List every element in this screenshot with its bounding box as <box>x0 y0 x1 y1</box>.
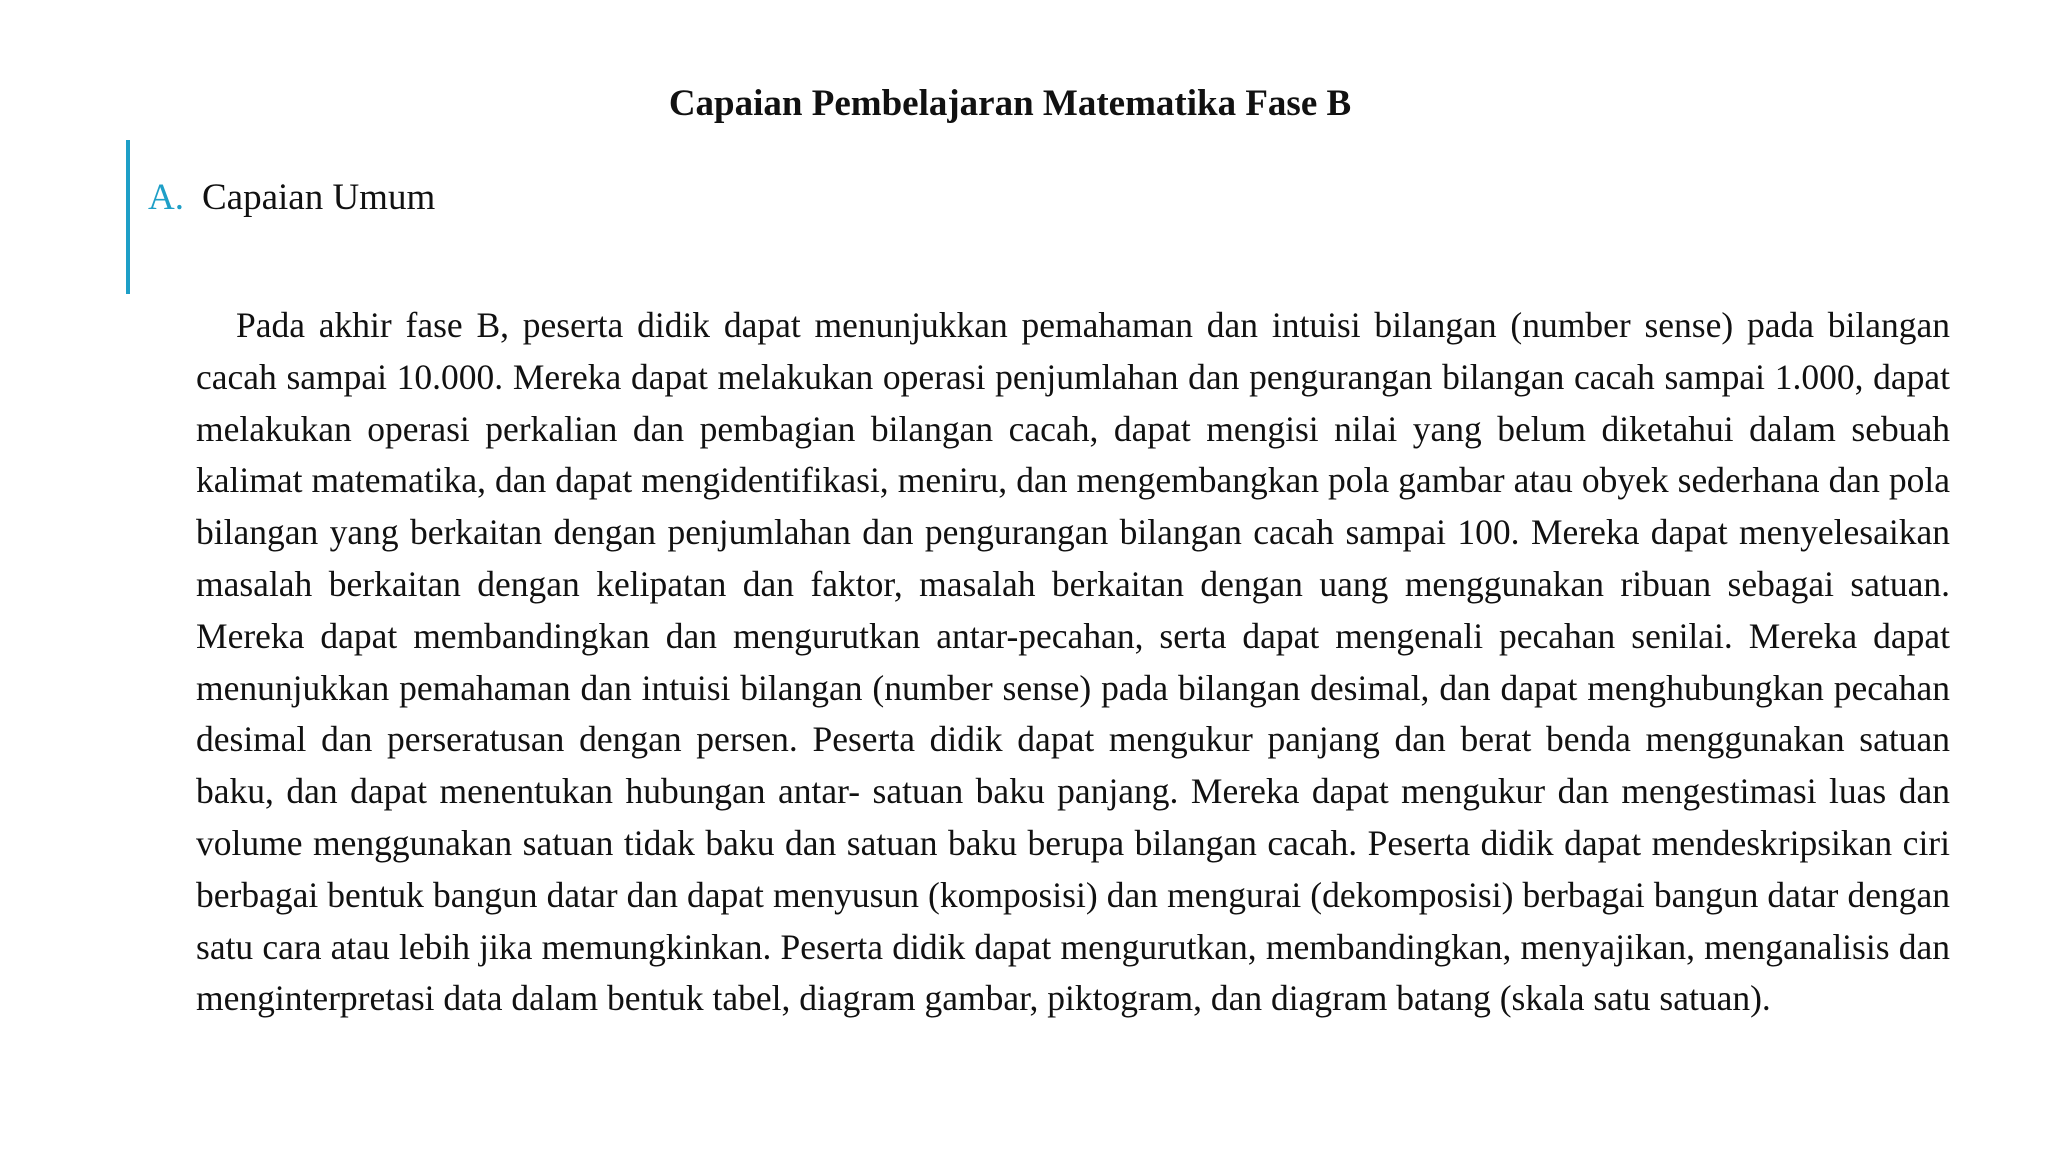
section-letter: A. <box>148 177 184 218</box>
section-heading <box>148 174 435 222</box>
body-paragraph: Pada akhir fase B, peserta didik dapat menunjukkan pemahaman dan intuisi bilangan (number sense) pada bilangan cacah sampai 10.000. Mereka dapat melakukan operasi penjumlahan dan pengurangan bilangan cacah sampai 1.000, dapat melakukan operasi perkalian dan pembagian bilangan cacah, dapat mengisi nilai yang belum diketahui dalam sebuah kalimat matematika, dan dapat mengidentifikasi, meniru, dan mengembangkan pola gambar atau obyek sederhana dan pola bilangan yang berkaitan dengan penjumlahan dan pengurangan bilangan cacah sampai 100. Mereka dapat menyelesaikan masalah berkaitan dengan kelipatan dan faktor, masalah berkaitan dengan uang menggunakan ribuan sebagai satuan. Mereka dapat membandingkan dan mengurutkan antar-pecahan, serta dapat mengenali pecahan senilai. Mereka dapat menunjukkan pemahaman dan intuisi bilangan (number sense) pada bilangan desimal, dan dapat menghubungkan pecahan desimal dan perseratusan dengan persen. Peserta didik dapat mengukur panjang dan berat benda menggunakan satuan baku, dan dapat menentukan hubungan antar- satuan baku panjang. Mereka dapat mengukur dan mengestimasi luas dan volume menggunakan satuan tidak baku dan satuan baku berupa bilangan cacah. Peserta didik dapat mendeskripsikan ciri berbagai bentuk bangun datar dan dapat menyusun (komposisi) dan mengurai (dekomposisi) berbagai bangun datar dengan satu cara atau lebih jika memungkinkan. Peserta didik dapat mengurutkan, membandingkan, menyajikan, menganalisis dan menginterpretasi data dalam bentuk tabel, diagram gambar, piktogram, dan diagram batang (skala satu satuan). <box>196 305 1950 1019</box>
section-heading-text: Capaian Umum <box>201 177 436 218</box>
page-title: Capaian Pembelajaran Matematika Fase B <box>668 83 1352 124</box>
section-accent-bar <box>126 140 130 294</box>
